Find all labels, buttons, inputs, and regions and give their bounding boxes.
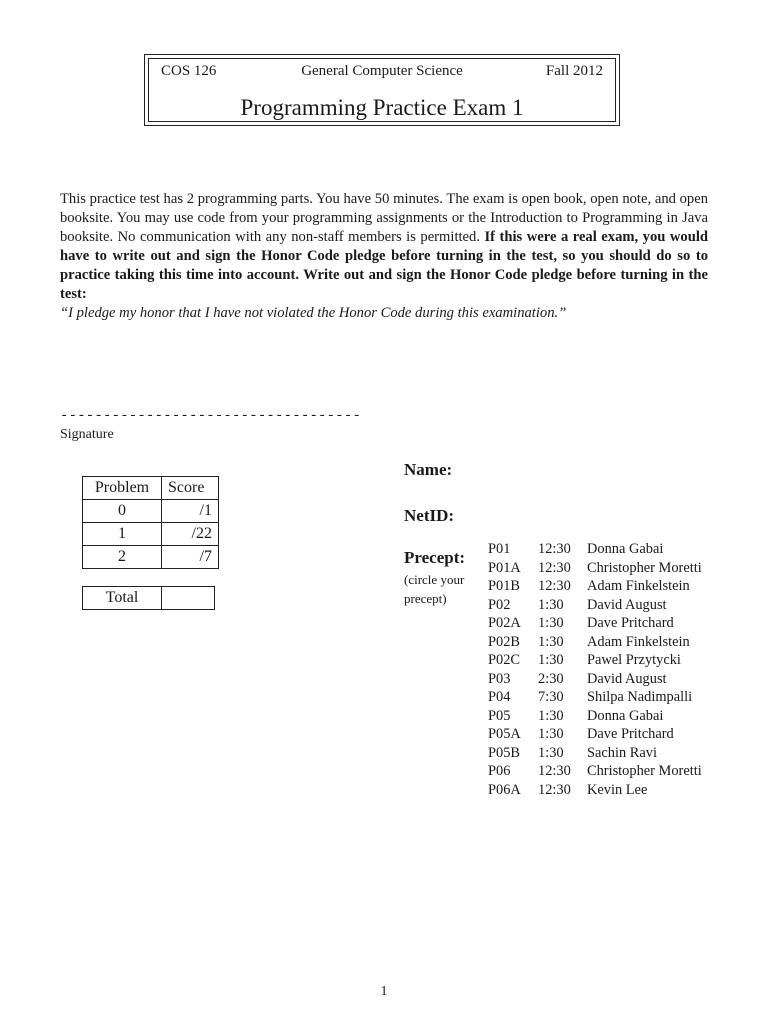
precept-time: 12:30 [538, 763, 571, 779]
list-item [488, 688, 767, 707]
precept-time: 1:30 [538, 633, 564, 650]
list-item [488, 762, 767, 781]
problem-number: 1 [83, 523, 162, 546]
precept-code: P03 [488, 670, 511, 687]
precept-code: P01B [488, 578, 520, 594]
list-item [488, 670, 767, 689]
score-column-header: Score [162, 477, 219, 500]
signature-line: ----------------------------------- [60, 408, 362, 424]
precept-time: 12:30 [538, 541, 571, 557]
list-item [488, 781, 767, 800]
score-table-header-row [83, 477, 219, 500]
total-label: Total [83, 587, 162, 610]
honor-pledge-text: “I pledge my honor that I have not violated the Honor Code during this examination.” [60, 305, 567, 321]
list-item [488, 707, 767, 726]
page-number: 1 [380, 984, 388, 999]
precept-instructor: Sachin Ravi [587, 744, 657, 761]
course-code: COS 126 [161, 63, 217, 79]
precept-list [488, 540, 767, 799]
precept-instructor: Donna Gabai [587, 707, 664, 724]
precept-time: 12:30 [538, 559, 571, 576]
precept-time: 1:30 [538, 652, 564, 668]
netid-label: NetID: [404, 506, 455, 525]
precept-instructor: David August [587, 670, 667, 687]
course-subject: General Computer Science [301, 63, 463, 79]
score-table [82, 476, 219, 569]
precept-code: P01 [488, 541, 511, 557]
problem-score: /1 [162, 500, 219, 523]
precept-code: P04 [488, 689, 511, 705]
precept-time: 7:30 [538, 689, 564, 705]
precept-instructor: Shilpa Nadimpalli [587, 689, 693, 705]
precept-instructor: Kevin Lee [587, 781, 648, 798]
precept-code: P06A [488, 781, 521, 798]
table-row [83, 546, 219, 569]
precept-time: 1:30 [538, 707, 564, 724]
precept-time: 12:30 [538, 578, 571, 594]
precept-code: P02B [488, 633, 520, 650]
precept-code: P02C [488, 652, 520, 668]
precept-code: P01A [488, 559, 521, 576]
honor-code-instructions: If this were a real exam, you would have to write out and sign the Honor Code pledge before turning in the test, so you should do so to practice taking this time into account. Write out and sign the Honor Code pledge before turning in the test: [60, 229, 709, 302]
exam-header-box [144, 54, 620, 126]
precept-hint: (circle your precept) [404, 572, 465, 606]
list-item [488, 651, 767, 670]
problem-column-header: Problem [83, 477, 162, 500]
precept-time: 1:30 [538, 744, 564, 761]
precept-time: 2:30 [538, 670, 564, 687]
precept-instructor: Adam Finkelstein [587, 633, 690, 650]
list-item [488, 577, 767, 596]
total-score-cell [162, 587, 215, 610]
precept-code: P05B [488, 744, 520, 761]
precept-code: P02A [488, 615, 521, 631]
precept-instructor: Christopher Moretti [587, 763, 702, 779]
precept-time: 12:30 [538, 781, 571, 798]
signature-label: Signature [60, 427, 114, 442]
precept-label: Precept: [404, 548, 466, 567]
table-row [83, 523, 219, 546]
table-row [83, 500, 219, 523]
precept-code: P05 [488, 707, 511, 724]
list-item [488, 725, 767, 744]
precept-instructor: Donna Gabai [587, 541, 664, 557]
precept-time: 1:30 [538, 726, 564, 742]
exam-header-inner-border [148, 58, 616, 122]
instructions-text: This practice test has 2 programming parts. You have 50 minutes. The exam is open book, open note, and open booksite. You may use code from your programming assignments or the Introduction to Programming in Java booksite. No communication with any non-staff members is permitted. [60, 191, 708, 245]
list-item [488, 540, 767, 559]
exam-title: Programming Practice Exam 1 [240, 95, 524, 120]
precept-instructor: David August [587, 596, 667, 613]
total-score-box [82, 586, 215, 610]
total-row [83, 587, 215, 610]
course-term: Fall 2012 [545, 63, 603, 79]
precept-time: 1:30 [538, 615, 564, 631]
precept-instructor: Pawel Przytycki [587, 652, 681, 668]
list-item [488, 744, 767, 763]
precept-instructor: Dave Pritchard [587, 615, 674, 631]
precept-time: 1:30 [538, 596, 564, 613]
instructions-paragraph [60, 190, 708, 323]
precept-code: P05A [488, 726, 521, 742]
name-label: Name: [404, 460, 453, 479]
problem-score: /7 [162, 546, 219, 569]
precept-instructor: Dave Pritchard [587, 726, 674, 742]
list-item [488, 596, 767, 615]
precept-code: P06 [488, 763, 511, 779]
precept-instructor: Christopher Moretti [587, 559, 702, 576]
problem-number: 2 [83, 546, 162, 569]
list-item [488, 633, 767, 652]
problem-number: 0 [83, 500, 162, 523]
problem-score: /22 [162, 523, 219, 546]
precept-code: P02 [488, 596, 511, 613]
precept-instructor: Adam Finkelstein [587, 578, 690, 594]
list-item [488, 559, 767, 578]
list-item [488, 614, 767, 633]
